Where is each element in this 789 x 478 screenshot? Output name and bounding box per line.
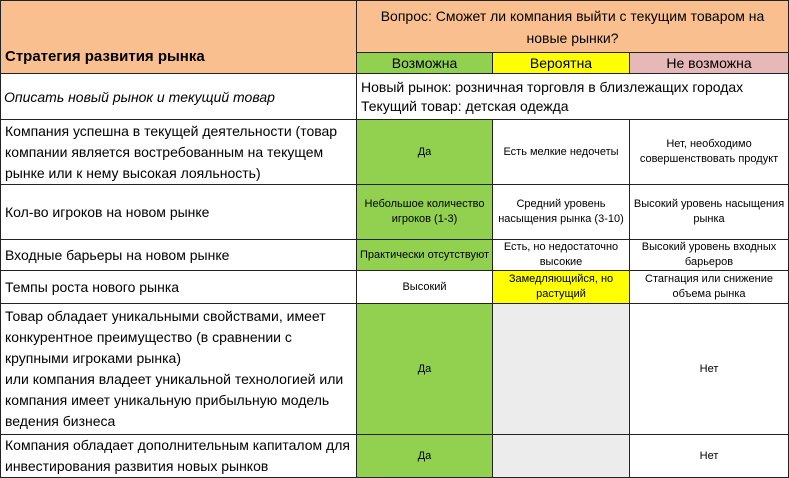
impossible-cell[interactable]: Стагнация или снижение объема рынка xyxy=(630,271,789,304)
table-row xyxy=(1,304,789,435)
possible-cell[interactable]: Высокий xyxy=(357,271,493,304)
title-cell[interactable]: Стратегия развития рынка xyxy=(1,1,357,74)
impossible-cell[interactable]: Нет xyxy=(630,304,789,435)
description-value[interactable] xyxy=(357,74,789,120)
impossible-cell[interactable]: Высокий уровень входных барьеров xyxy=(630,240,789,271)
likely-cell[interactable] xyxy=(493,435,630,478)
current-product-line: Текущий товар: детская одежда xyxy=(361,97,569,114)
criterion-cell[interactable]: Входные барьеры на новом рынке xyxy=(1,240,357,271)
column-possible[interactable]: Возможна xyxy=(357,53,493,74)
possible-cell[interactable]: Да xyxy=(357,120,493,185)
criterion-line: Товар обладает уникальными свойствами, имеет конкурентное преимущество (в сравнении с крупными игроками рынка) xyxy=(5,308,326,366)
question-cell[interactable]: Вопрос: Сможет ли компания выйти с текущим товаром на новые рынки? xyxy=(357,1,789,53)
impossible-cell[interactable]: Нет, необходимо совершенствовать продукт xyxy=(630,120,789,185)
table-row xyxy=(1,435,789,478)
table-row xyxy=(1,240,789,271)
header-row xyxy=(1,1,789,53)
table-row xyxy=(1,271,789,304)
table-row xyxy=(1,120,789,185)
criterion-cell[interactable] xyxy=(1,304,357,435)
impossible-cell[interactable]: Нет xyxy=(630,435,789,478)
criterion-line: или компания владеет уникальной технологией или компания имеет уникальную прибыльную модель ведения бизнеса xyxy=(5,371,344,429)
criterion-cell[interactable]: Кол-во игроков на новом рынке xyxy=(1,185,357,240)
possible-cell[interactable]: Да xyxy=(357,435,493,478)
new-market-line: Новый рынок: розничная торговля в близлежащих городах xyxy=(361,78,744,95)
description-label[interactable]: Описать новый рынок и текущий товар xyxy=(1,74,357,120)
likely-cell[interactable]: Замедляющийся, но растущий xyxy=(493,271,630,304)
criterion-cell[interactable]: Темпы роста нового рынка xyxy=(1,271,357,304)
criterion-cell[interactable]: Компания обладает дополнительным капиталом для инвестирования развития новых рынков xyxy=(1,435,357,478)
column-impossible[interactable]: Не возможна xyxy=(630,53,789,74)
column-likely[interactable]: Вероятна xyxy=(493,53,630,74)
criterion-cell[interactable]: Компания успешна в текущей деятельности (товар компании является востребованным на текущем рынке или к нему высокая лояльность) xyxy=(1,120,357,185)
likely-cell[interactable]: Есть, но недостаточно высокие xyxy=(493,240,630,271)
impossible-cell[interactable]: Высокий уровень насыщения рынка xyxy=(630,185,789,240)
possible-cell[interactable]: Небольшое количество игроков (1-3) xyxy=(357,185,493,240)
possible-cell[interactable]: Да xyxy=(357,304,493,435)
possible-cell[interactable]: Практически отсутствуют xyxy=(357,240,493,271)
likely-cell[interactable]: Есть мелкие недочеты xyxy=(493,120,630,185)
description-row xyxy=(1,74,789,120)
likely-cell[interactable]: Средний уровень насыщения рынка (3-10) xyxy=(493,185,630,240)
likely-cell[interactable] xyxy=(493,304,630,435)
table-row xyxy=(1,185,789,240)
